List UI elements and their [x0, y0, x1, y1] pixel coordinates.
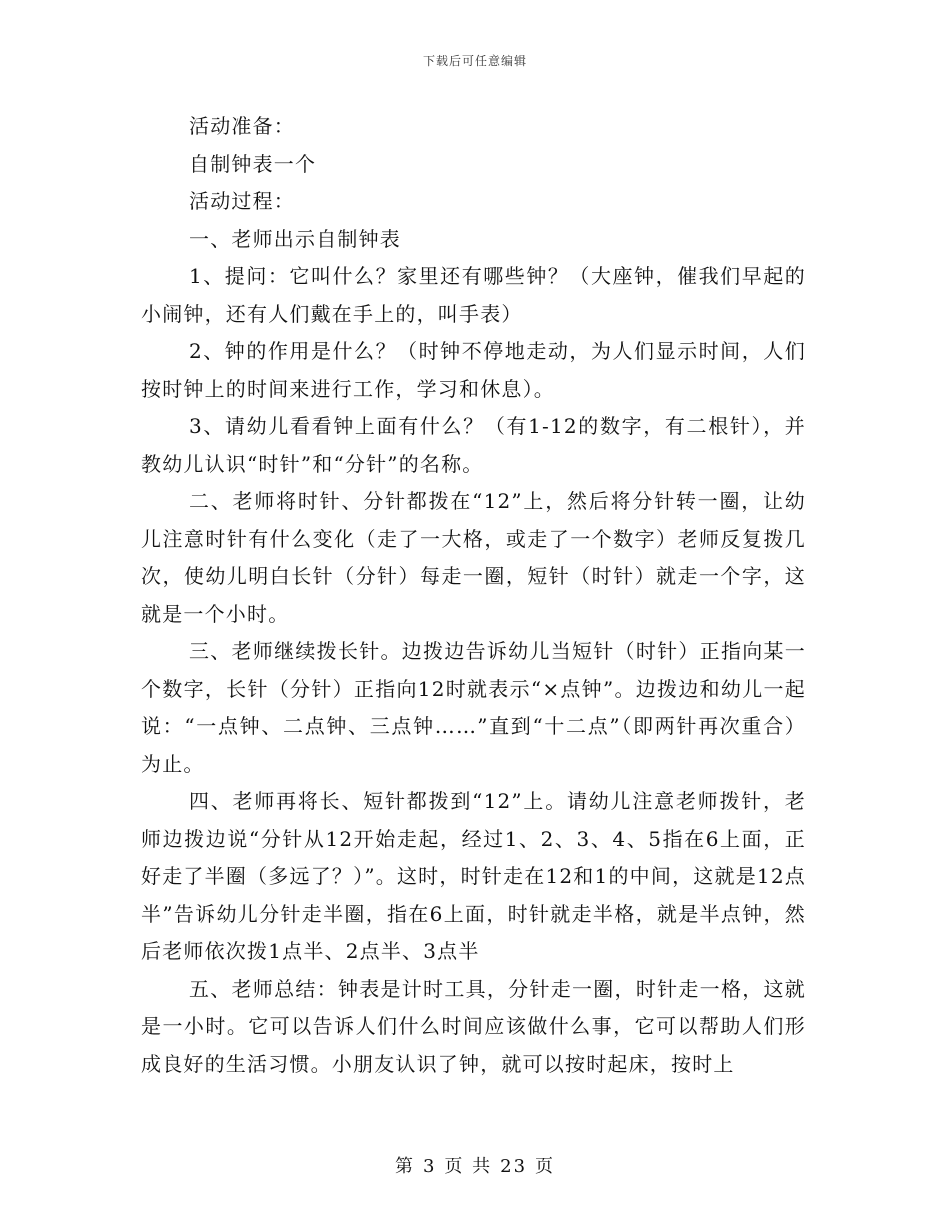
paragraph-step-three: 三、老师继续拨长针。边拨边告诉幼儿当短针（时针）正指向某一个数字，长针（分针）正指向12时就表示“×点钟”。边拨边和幼儿一起说：“一点钟、二点钟、三点钟……”直到“十二点”（即两针再次重合）为止。 [141, 639, 806, 776]
paragraph-question-3: 3、请幼儿看看钟上面有什么？（有1-12的数字，有二根针），并教幼儿认识“时针”和“分针”的名称。 [141, 414, 806, 476]
footer-suffix: 页 [535, 1156, 556, 1177]
paragraph-preparation-heading: 活动准备： [189, 114, 295, 138]
paragraph-preparation-item: 自制钟表一个 [189, 151, 317, 176]
footer-total-pages: 23 [500, 1156, 528, 1177]
paragraph-question-2: 2、钟的作用是什么？（时钟不停地走动，为人们显示时间，人们按时钟上的时间来进行工作，学习和休息）。 [141, 339, 806, 401]
paragraph-step-one-heading: 一、老师出示自制钟表 [189, 226, 401, 251]
footer-middle: 页 共 [444, 1156, 493, 1177]
paragraph-process-heading: 活动过程： [189, 189, 295, 213]
paragraph-question-1: 1、提问：它叫什么？家里还有哪些钟？（大座钟，催我们早起的小闹钟，还有人们戴在手上的，叫手表） [141, 264, 806, 326]
paragraph-step-two: 二、老师将时针、分针都拨在“12”上，然后将分针转一圈，让幼儿注意时针有什么变化（走了一大格，或走了一个数字）老师反复拨几次，使幼儿明白长针（分针）每走一圈，短针（时针）就走一个字，这就是一个小时。 [141, 489, 806, 626]
footer-prefix: 第 [394, 1156, 415, 1177]
paragraph-step-five: 五、老师总结：钟表是计时工具，分针走一圈，时针走一格，这就是一小时。它可以告诉人们什么时间应该做什么事，它可以帮助人们形成良好的生活习惯。小朋友认识了钟，就可以按时起床，按时上 [141, 976, 806, 1076]
page-number-footer [0, 1152, 950, 1178]
document-body [141, 108, 806, 1083]
header-note: 下载后可任意编辑 [422, 54, 527, 68]
paragraph-step-four: 四、老师再将长、短针都拨到“12”上。请幼儿注意老师拨针，老师边拨边说“分针从12开始走起，经过1、2、3、4、5指在6上面，正好走了半圈（多远了？）”。这时，时针走在12和1的中间，这就是12点半”告诉幼儿分针走半圈，指在6上面，时针就走半格，就是半点钟，然后老师依次拨1点半、2点半、3点半 [141, 789, 806, 963]
footer-current-page: 3 [422, 1156, 437, 1177]
